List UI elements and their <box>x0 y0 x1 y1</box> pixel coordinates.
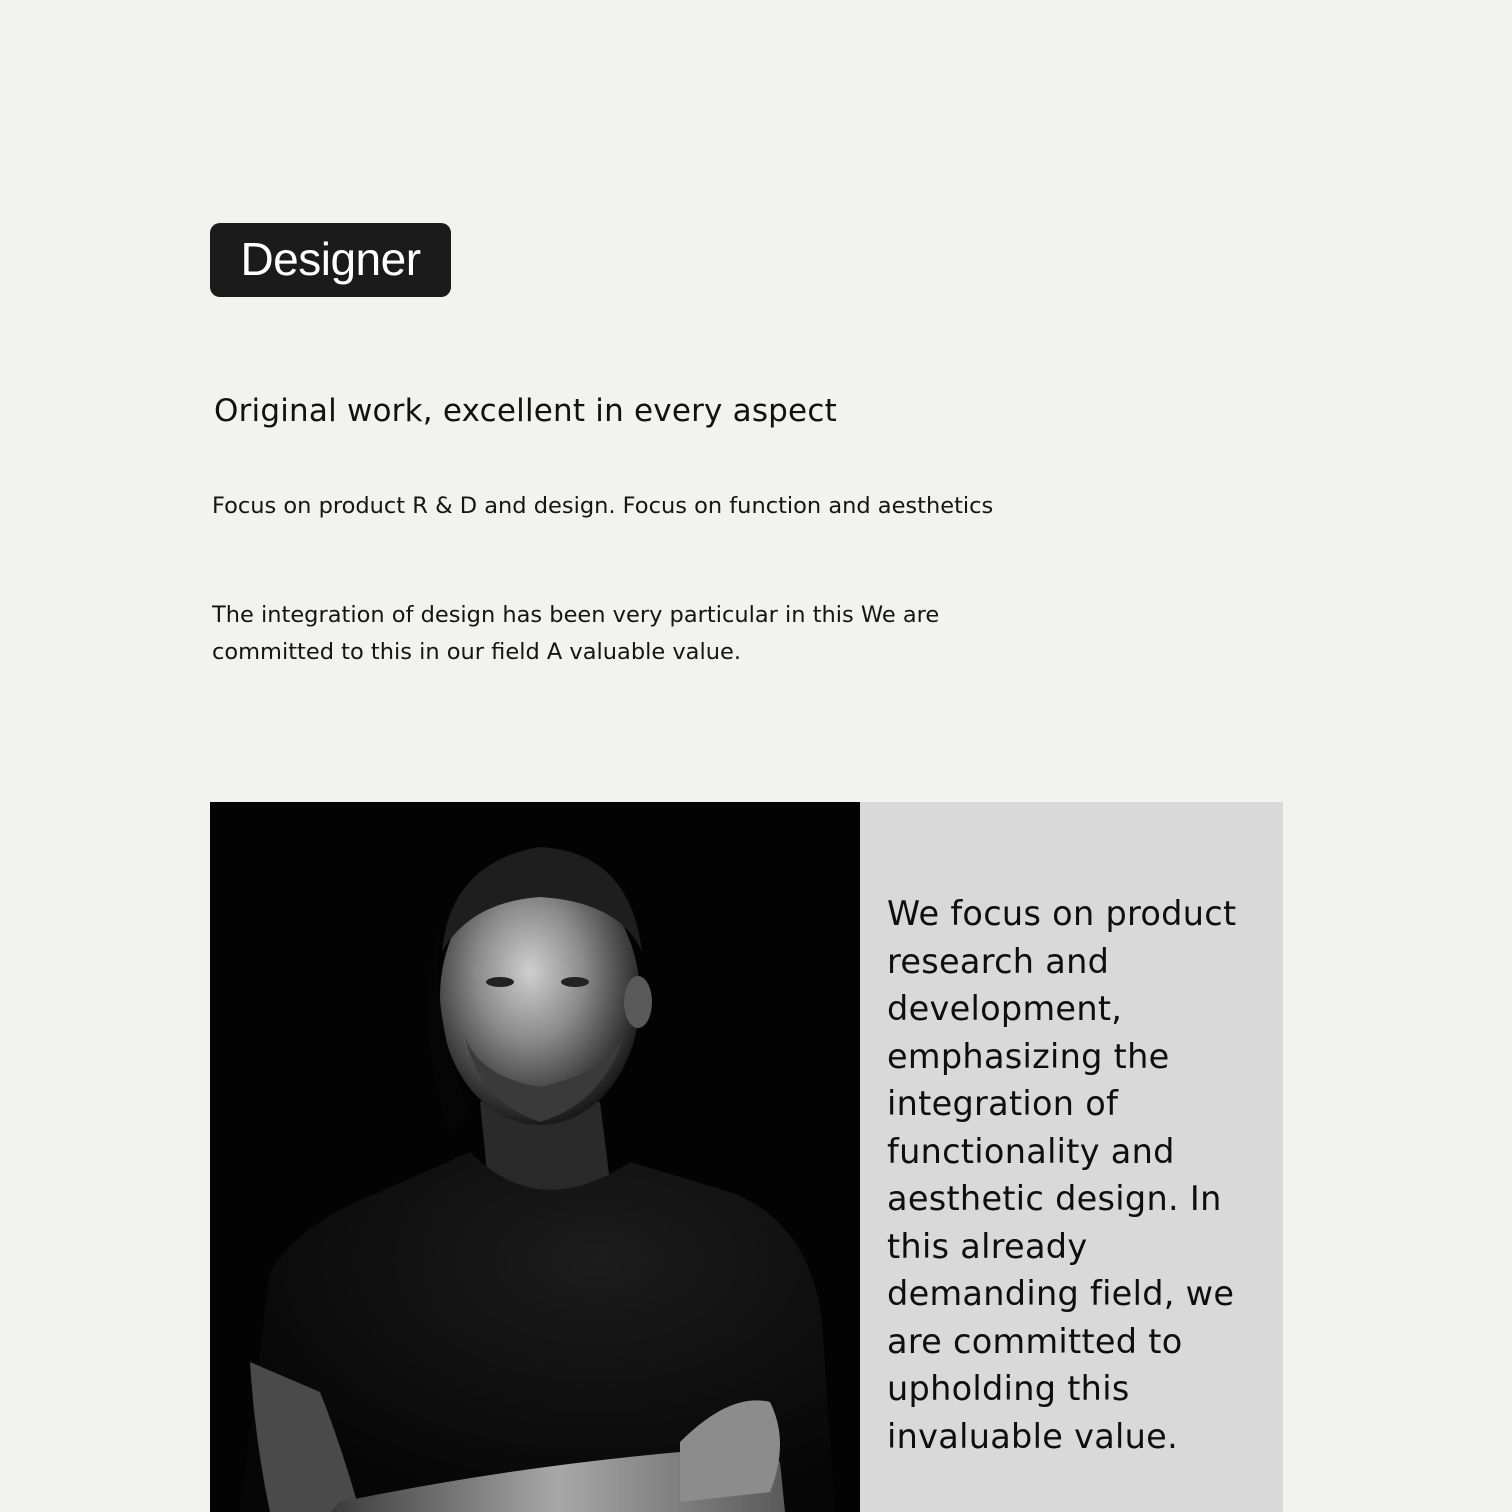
quote-panel <box>860 802 1283 1512</box>
designer-portrait-photo <box>210 802 860 1512</box>
intro-paragraph-1: Focus on product R & D and design. Focus on function and aesthetics <box>212 493 994 519</box>
designer-badge <box>210 223 451 297</box>
page-headline: Original work, excellent in every aspect <box>214 393 837 429</box>
intro-paragraph-2: The integration of design has been very particular in this We are committed to this in our field A valuable value. <box>212 602 940 665</box>
designer-badge-label: Designer <box>240 233 421 285</box>
portrait-illustration <box>210 802 860 1512</box>
designer-feature-section <box>210 802 1283 1512</box>
quote-text: We focus on product research and development, emphasizing the integration of functionality and aesthetic design. In this already demanding field, we are committed to upholding this invaluable value. <box>887 894 1237 1456</box>
